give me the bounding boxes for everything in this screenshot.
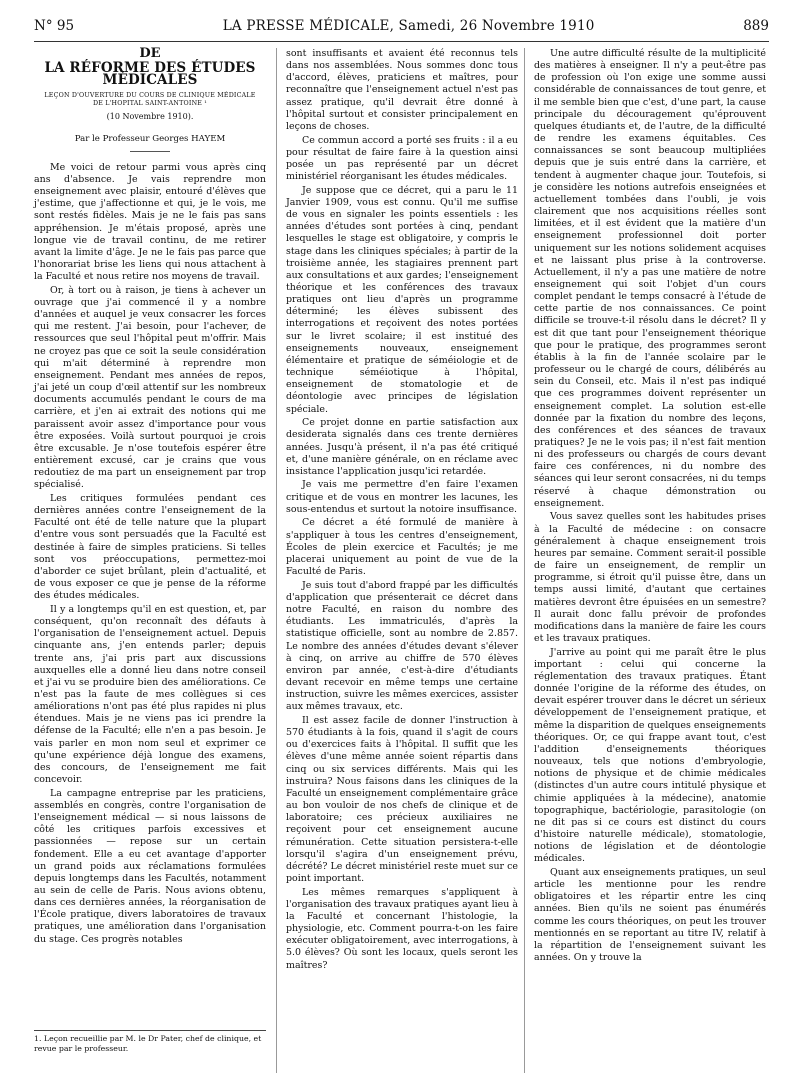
paragraph: Ce décret a été formulé de manière à s'appliquer à tous les centres d'enseignement, Écoles de plein exercice et Facultés; je me placerai uniquement au point de vue de la Faculté de Paris. xyxy=(286,517,518,578)
paragraph: J'arrive au point qui me paraît être le plus important : celui qui concerne la réglementation des travaux pratiques. Étant donnée l'origine de la réforme des études, on devait espérer trouver dans le décret un sérieux développement de l'enseignement pratique, et même la disparition de quelques enseignements théoriques. Or, ce qui frappe avant tout, c'est l'addition d'enseignements théoriques nouveaux, tels que notions d'embryologie, notions de physique et de chimie médicales (distinctes d'un autre cours intitulé physique et chimie appliquées à la médecine), anatomie topographique, bactériologie, parasitologie (on ne dit pas si ce cours est distinct du cours d'histoire naturelle médicale), stomatologie, notions de législation et de déontologie médicales. xyxy=(534,646,766,865)
paragraph: Il y a longtemps qu'il en est question, et, par conséquent, qu'on reconnaît des défauts à l'organisation de l'enseignement actuel. Depuis cinquante ans, j'en entends parler; depuis trente ans, j'ai pris part aux discussions auxquelles elle a donné lieu dans notre conseil et j'ai vu se produire bien des améliorations. Ce n'est pas la faute de mes collègues si ces améliorations n'ont pas été plus rapides ni plus étendues. Mais je ne viens pas ici prendre la défense de la Faculté; elle n'en a pas besoin. Je vais parler en mon nom seul et exprimer ce qu'une expérience déjà longue des examens, des concours, de l'enseignement me fait concevoir. xyxy=(34,603,266,786)
title-rule xyxy=(130,151,170,152)
author-line: Par le Professeur Georges HAYEM xyxy=(74,133,226,144)
column-2 xyxy=(286,48,518,973)
paragraph: Il est assez facile de donner l'instruction à 570 étudiants à la fois, quand il s'agit de cours ou d'exercices faits à l'hôpital. Il suffit que les élèves d'une même année soient répartis dans cinq ou six services différents. Mais qui les instruira? Nous faisons dans les cliniques de la Faculté un enseignement complémentaire grâce au bon vouloir de nos chefs de clinique et de laboratoire; ces précieux auxiliaires ne reçoivent pour cet enseignement aucune rémunération. Cette situation persistera-t-elle lorsqu'il s'agira d'un enseignement prévu, décrété? Le décret ministériel reste muet sur ce point important. xyxy=(286,714,518,884)
page-number: 889 xyxy=(743,18,769,34)
paragraph: Une autre difficulté résulte de la multiplicité des matières à enseigner. Il n'y a peut-être pas de profession où l'on exige une somme aussi considérable de connaissances de tout genre, et il me semble bien que c'est, d'une part, la cause principale du découragement qu'éprouvent quelques étudiants et, de l'autre, de la difficulté de rendre les examens équitables. Ces connaissances se sont beaucoup multipliées depuis que je suis entré dans la carrière, et tendent à augmenter chaque jour. Toutefois, si je considère les notions autrefois enseignées et actuellement tombées dans l'oubli, je vois clairement que nos acquisitions réelles sont limitées, et il est évident que la matière d'un enseignement professionnel doit porter uniquement sur les notions solidement acquises et ne laissant plus prise à la controverse. Actuellement, il n'y a pas une matière de notre enseignement qui soit l'objet d'un cours complet pendant le temps consacré à l'étude de cette partie de nos connaissances. Ce point difficile se trouve-t-il résolu dans le décret? Il y est dit que tant pour l'enseignement théorique que pour le pratique, des programmes seront établis à la fin de l'année scolaire par le professeur ou le chargé de cours, délibérés au sein du Conseil, etc. Mais il n'est pas indiqué que ces programmes doivent représenter un enseignement complet. La solution est-elle donnée par la fixation du nombre des leçons, des conférences et des séances de travaux pratiques? Je ne le vois pas; il n'est fait mention ni des professeurs ou chargés de cours devant faire ces conférences, ni du nombre des séances qui leur seront consacrées, ni du temps réservé à chaque démonstration ou enseignement. xyxy=(534,48,766,509)
journal-masthead: LA PRESSE MÉDICALE, Samedi, 26 Novembre 1910 xyxy=(222,18,595,34)
column-divider xyxy=(524,48,525,1073)
column-divider xyxy=(276,48,277,1073)
paragraph: Vous savez quelles sont les habitudes prises à la Faculté de médecine : on consacre généralement à chaque enseignement trois heures par semaine. Comment serait-il possible de faire un enseignement, de remplir un programme, si étroit qu'il puisse être, dans un temps aussi limité, d'autant que certaines matières devront être épuisées en un semestre? Il aurait donc fallu prévoir de profondes modifications dans la manière de faire les cours et les travaux pratiques. xyxy=(534,511,766,644)
paragraph: sont insuffisants et avaient été reconnus tels dans nos assemblées. Nous sommes donc tous d'accord, élèves, praticiens et maîtres, pour reconnaître que l'enseignement actuel n'est pas assez pratique, qu'il devrait être donné à l'hôpital surtout et consister principalement en leçons de choses. xyxy=(286,48,518,132)
paragraph: Je vais me permettre d'en faire l'examen critique et de vous en montrer les lacunes, les sous-entendus et surtout la notoire insuffisance. xyxy=(286,479,518,515)
paragraph: Ce commun accord a porté ses fruits : il a eu pour résultat de faire faire à la question ainsi posée un pas représenté par un décret ministériel réorganisant les études médicales. xyxy=(286,134,518,183)
paragraph: Je suppose que ce décret, qui a paru le 11 Janvier 1909, vous est connu. Qu'il me suffise de vous en signaler les points essentiels : les années d'études sont portées à cinq, pendant lesquelles le stage est obligatoire, y compris le stage dans les cliniques spéciales; à partir de la troisième année, les stagiaires prennent part aux consultations et aux gardes; l'enseignement théorique et les conférences des travaux pratiques ont lieu d'après un programme déterminé; les élèves subissent des interrogations et reçoivent des notes portées sur le livret scolaire; il est institué des enseignements nouveaux, enseignement élémentaire et pratique de séméiologie et de technique séméiotique à l'hôpital, enseignement de stomatologie et de déontologie avec principes de législation spéciale. xyxy=(286,184,518,415)
paragraph: Je suis tout d'abord frappé par les difficultés d'application que présenterait ce décret dans notre Faculté, en raison du nombre des étudiants. Les immatriculés, d'après la statistique officielle, sont au nombre de 2.857. Le nombre des années d'études devant s'élever à cinq, on arrive au chiffre de 570 élèves environ par année, c'est-à-dire d'étudiants devant recevoir en même temps une certaine instruction, suivre les mêmes exercices, assister aux mêmes travaux, etc. xyxy=(286,579,518,713)
column-1 xyxy=(34,48,266,947)
lecture-date: (10 Novembre 1910). xyxy=(106,112,194,122)
footnote: 1. Leçon recueillie par M. le Dr Pater, chef de clinique, et revue par le professeur. xyxy=(34,1030,266,1054)
column-3 xyxy=(534,48,766,966)
issue-number: N° 95 xyxy=(34,18,75,34)
lecture-subtitle: LEÇON D'OUVERTURE DU COURS DE CLINIQUE MÉDICALE DE L'HOPITAL SAINT-ANTOINE ¹ xyxy=(44,92,256,108)
article-title: LA RÉFORME DES ÉTUDES MÉDICALES xyxy=(44,60,256,89)
article-title-block xyxy=(34,48,266,152)
paragraph: Me voici de retour parmi vous après cinq ans d'absence. Je vais reprendre mon enseignement avec plaisir, entouré d'élèves que j'estime, que j'affectionne et qui, je le vois, me sont restés fidèles. Mais je ne le fais pas sans appréhension. Je m'étais proposé, après une longue vie de travail continu, de me retirer avant la limite d'âge. Je ne le fais pas parce que l'honorariat brise les liens qui nous attachent à la Faculté et nous retire nos moyens de travail. xyxy=(34,161,266,283)
paragraph: Ce projet donne en partie satisfaction aux desiderata signalés dans ces trente dernières années. Jusqu'à présent, il n'a pas été critiqué et, d'une manière générale, on en réclame avec insistance l'application jusqu'ici retardée. xyxy=(286,417,518,477)
paragraph: Quant aux enseignements pratiques, un seul article les mentionne pour les rendre obligatoires et les répartir entre les cinq années. Bien qu'ils ne soient pas énumérés comme les cours théoriques, on peut les trouver mentionnés en se reportant au titre IV, relatif à la répartition de l'enseignement suivant les années. On y trouve la xyxy=(534,866,766,964)
page-header xyxy=(34,18,769,42)
paragraph: Les critiques formulées pendant ces dernières années contre l'enseignement de la Faculté ont été de telle nature que la plupart d'entre vous sont persuadés que la Faculté est destinée à faire de simples praticiens. Si telles sont vos préoccupations, permettez-moi d'aborder ce sujet brûlant, plein d'actualité, et de vous exposer ce que je pense de la réforme des études médicales. xyxy=(34,493,266,602)
paragraph: Les mêmes remarques s'appliquent à l'organisation des travaux pratiques ayant lieu à la Faculté et concernant l'histologie, la physiologie, etc. Comment pourra-t-on les faire exécuter obligatoirement, avec interrogations, à 5.0 élèves? Où sont les locaux, quels seront les maîtres? xyxy=(286,886,518,971)
title-prefix: DE xyxy=(139,46,161,61)
paragraph: Or, à tort ou à raison, je tiens à achever un ouvrage que j'ai commencé il y a nombre d'années et auquel je veux consacrer les forces qui me restent. J'ai besoin, pour l'achever, de ressources que seul l'hôpital peut m'offrir. Mais ne croyez pas que ce soit la seule considération qui m'ait déterminé à reprendre mon enseignement. Pendant mes années de repos, j'ai jeté un coup d'œil attentif sur les nombreux documents accumulés pendant le cours de ma carrière, et j'en ai extrait des notions qui me paraissent avoir assez d'importance pour vous être exposées. Voilà surtout pourquoi je crois être excusable. Je n'ose toutefois espérer être entièrement excusé, car je crains que vous redoutiez de ma part un enseignement par trop spécialisé. xyxy=(34,284,266,491)
paragraph: La campagne entreprise par les praticiens, assemblés en congrès, contre l'organisation de l'enseignement médical — si nous laissons de côté les critiques parfois excessives et passionnées — repose sur un certain fondement. Elle a eu cet avantage d'apporter un grand poids aux réclamations formulées depuis longtemps dans les Facultés, notamment au sein de celle de Paris. Nous avions obtenu, dans ces dernières années, la réorganisation de l'École pratique, divers laboratoires de travaux pratiques, une amélioration dans l'organisation du stage. Ces progrès notables xyxy=(34,787,266,945)
